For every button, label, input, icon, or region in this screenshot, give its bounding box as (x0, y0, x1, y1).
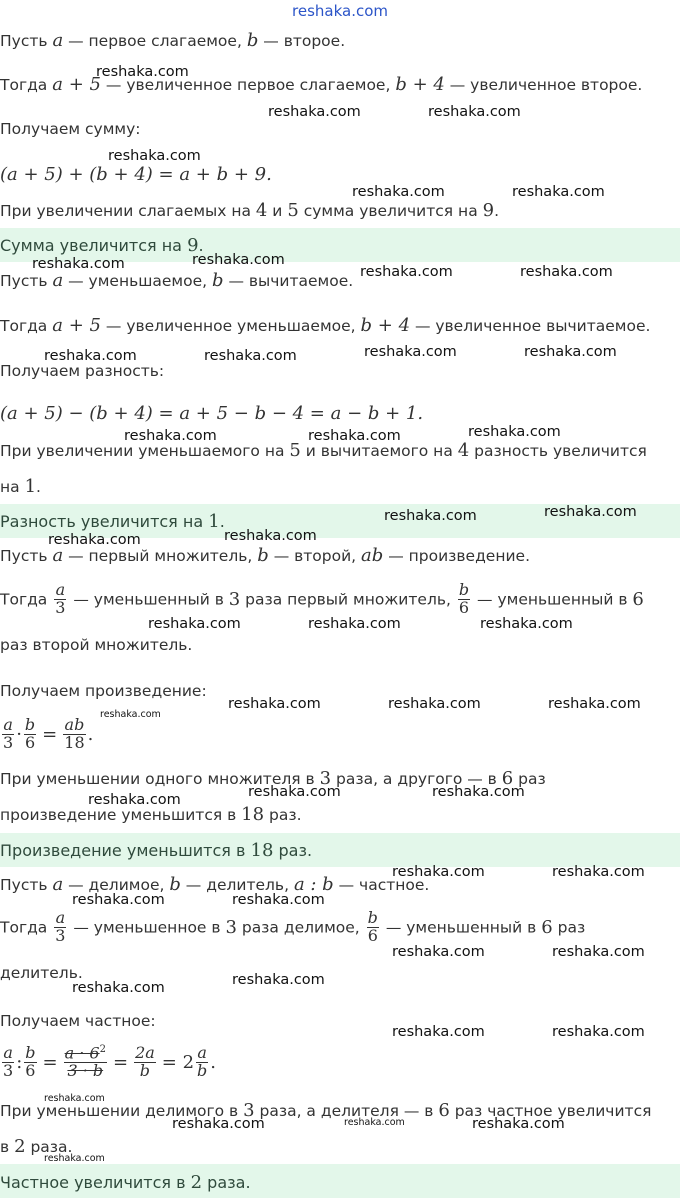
watermark: reshaka.com (432, 784, 525, 800)
watermark: reshaka.com (44, 1153, 105, 1164)
watermark: reshaka.com (480, 616, 573, 632)
s2-line-1: Пусть a — уменьшаемое, b — вычитаемое. (0, 270, 354, 291)
s4-f-a-b: $\frac{a}{b}$ (197, 1043, 208, 1080)
s3-line-7: произведение уменьшится в 18 раз. (0, 804, 302, 825)
watermark: reshaka.com (512, 184, 605, 200)
watermark: reshaka.com (552, 944, 645, 960)
watermark: reshaka.com (352, 184, 445, 200)
s3-line-1: Пусть a — первый множитель, b — второй, ab — произведение. (0, 545, 531, 566)
s1-formula: (a + 5) + (b + 4) = a + b + 9. (0, 164, 272, 185)
s2-line-5: При увеличении уменьшаемого на 5 и вычитаемого на 4 разность увеличится (0, 440, 647, 461)
watermark: reshaka.com (224, 528, 317, 544)
watermark: reshaka.com (32, 256, 125, 272)
watermark: reshaka.com (72, 892, 165, 908)
watermark: reshaka.com (392, 944, 485, 960)
watermark: reshaka.com (44, 348, 137, 364)
watermark-top: reshaka.com (292, 2, 388, 20)
s4-f-a-3: $\frac{a}{3}$ (3, 1043, 14, 1080)
s3-frac-b-6: $\frac{b}{6}$ (458, 580, 470, 617)
watermark: reshaka.com (344, 1117, 405, 1128)
watermark: reshaka.com (108, 148, 201, 164)
s4-frac-a-3: $\frac{a}{3}$ (55, 908, 66, 945)
watermark: reshaka.com (268, 104, 361, 120)
s4-line-3: делитель. (0, 964, 83, 982)
watermark: reshaka.com (308, 616, 401, 632)
watermark: reshaka.com (552, 1024, 645, 1040)
s2-line-3: Получаем разность: (0, 362, 165, 380)
watermark: reshaka.com (148, 616, 241, 632)
watermark: reshaka.com (72, 980, 165, 996)
s3-frac-a-3: $\frac{a}{3}$ (55, 580, 66, 617)
s1-answer: Сумма увеличится на 9. (0, 235, 204, 256)
watermark: reshaka.com (204, 348, 297, 364)
watermark: reshaka.com (544, 504, 637, 520)
s4-line-6: При уменьшении делимого в 3 раза, а делителя — в 6 раз частное увеличится (0, 1100, 652, 1121)
watermark: reshaka.com (472, 1116, 565, 1132)
s3-f-a-3: $\frac{a}{3}$ (3, 715, 14, 752)
watermark: reshaka.com (524, 344, 617, 360)
watermark: reshaka.com (388, 696, 481, 712)
watermark: reshaka.com (44, 1093, 105, 1104)
s3-line-4: Получаем произведение: (0, 682, 207, 700)
s2-formula: (a + 5) − (b + 4) = a + 5 − b − 4 = a − b + 1. (0, 403, 424, 424)
watermark: reshaka.com (192, 252, 285, 268)
s2-answer: Разность увеличится на 1. (0, 511, 225, 532)
watermark: reshaka.com (248, 784, 341, 800)
watermark: reshaka.com (392, 864, 485, 880)
watermark: reshaka.com (428, 104, 521, 120)
s4-line-7: в 2 раза. (0, 1136, 73, 1157)
s4-line-1: Пусть a — делимое, b — делитель, a : b — частное. (0, 874, 430, 895)
s3-formula: $\frac{a}{3}$ · $\frac{b}{6}$ = $\frac{ab}{18}$ . (3, 715, 94, 752)
s4-line-4: Получаем частное: (0, 1012, 156, 1030)
s2-line-6: на 1. (0, 476, 41, 497)
watermark: reshaka.com (392, 1024, 485, 1040)
s3-line-3: раз второй множитель. (0, 636, 193, 654)
watermark: reshaka.com (232, 972, 325, 988)
s4-formula: $\frac{a}{3}$ : $\frac{b}{6}$ = $\frac{a \cdot 6^2}{3 \cdot b}$ = $\frac{2a}{b}$ = 2 $\frac{a}{b}$ . (3, 1043, 217, 1081)
watermark: reshaka.com (172, 1116, 265, 1132)
watermark: reshaka.com (124, 428, 217, 444)
s4-f-2a-b: $\frac{2a}{b}$ (135, 1043, 155, 1080)
s4-line-2: Тогда $\frac{a}{3}$ — уменьшенное в 3 раза делимое, $\frac{b}{6}$ — уменьшенный в 6 раз (0, 908, 586, 945)
watermark: reshaka.com (384, 508, 477, 524)
s4-answer: Частное увеличится в 2 раза. (0, 1172, 251, 1193)
s4-f-cancel: $\frac{a \cdot 6^2}{3 \cdot b}$ (64, 1043, 106, 1081)
watermark: reshaka.com (364, 344, 457, 360)
s3-line-2: Тогда $\frac{a}{3}$ — уменьшенный в 3 раза первый множитель, $\frac{b}{6}$ — уменьшенный в 6 (0, 580, 644, 617)
s1-line-2: Тогда a + 5 — увеличенное первое слагаемое, b + 4 — увеличенное второе. (0, 74, 643, 95)
s1-line-5: При увеличении слагаемых на 4 и 5 сумма увеличится на 9. (0, 200, 500, 221)
s3-line-6: При уменьшении одного множителя в 3 раза, а другого — в 6 раз (0, 768, 546, 789)
s4-f-b-6: $\frac{b}{6}$ (25, 1043, 36, 1080)
watermark: reshaka.com (360, 264, 453, 280)
watermark: reshaka.com (308, 428, 401, 444)
watermark: reshaka.com (228, 696, 321, 712)
s4-frac-b-6: $\frac{b}{6}$ (367, 908, 378, 945)
watermark: reshaka.com (96, 64, 189, 80)
s1-line-3: Получаем сумму: (0, 120, 141, 138)
watermark: reshaka.com (48, 532, 141, 548)
s2-line-2: Тогда a + 5 — увеличенное уменьшаемое, b + 4 — увеличенное вычитаемое. (0, 315, 651, 336)
s1-line-1: Пусть a — первое слагаемое, b — второе. (0, 30, 346, 51)
watermark: reshaka.com (468, 424, 561, 440)
watermark: reshaka.com (552, 864, 645, 880)
s3-f-b-6: $\frac{b}{6}$ (24, 715, 36, 752)
watermark: reshaka.com (520, 264, 613, 280)
s3-f-ab-18: $\frac{ab}{18}$ (64, 715, 85, 752)
watermark: reshaka.com (88, 792, 181, 808)
watermark: reshaka.com (232, 892, 325, 908)
s3-answer: Произведение уменьшится в 18 раз. (0, 840, 313, 861)
watermark: reshaka.com (100, 709, 161, 720)
watermark: reshaka.com (548, 696, 641, 712)
